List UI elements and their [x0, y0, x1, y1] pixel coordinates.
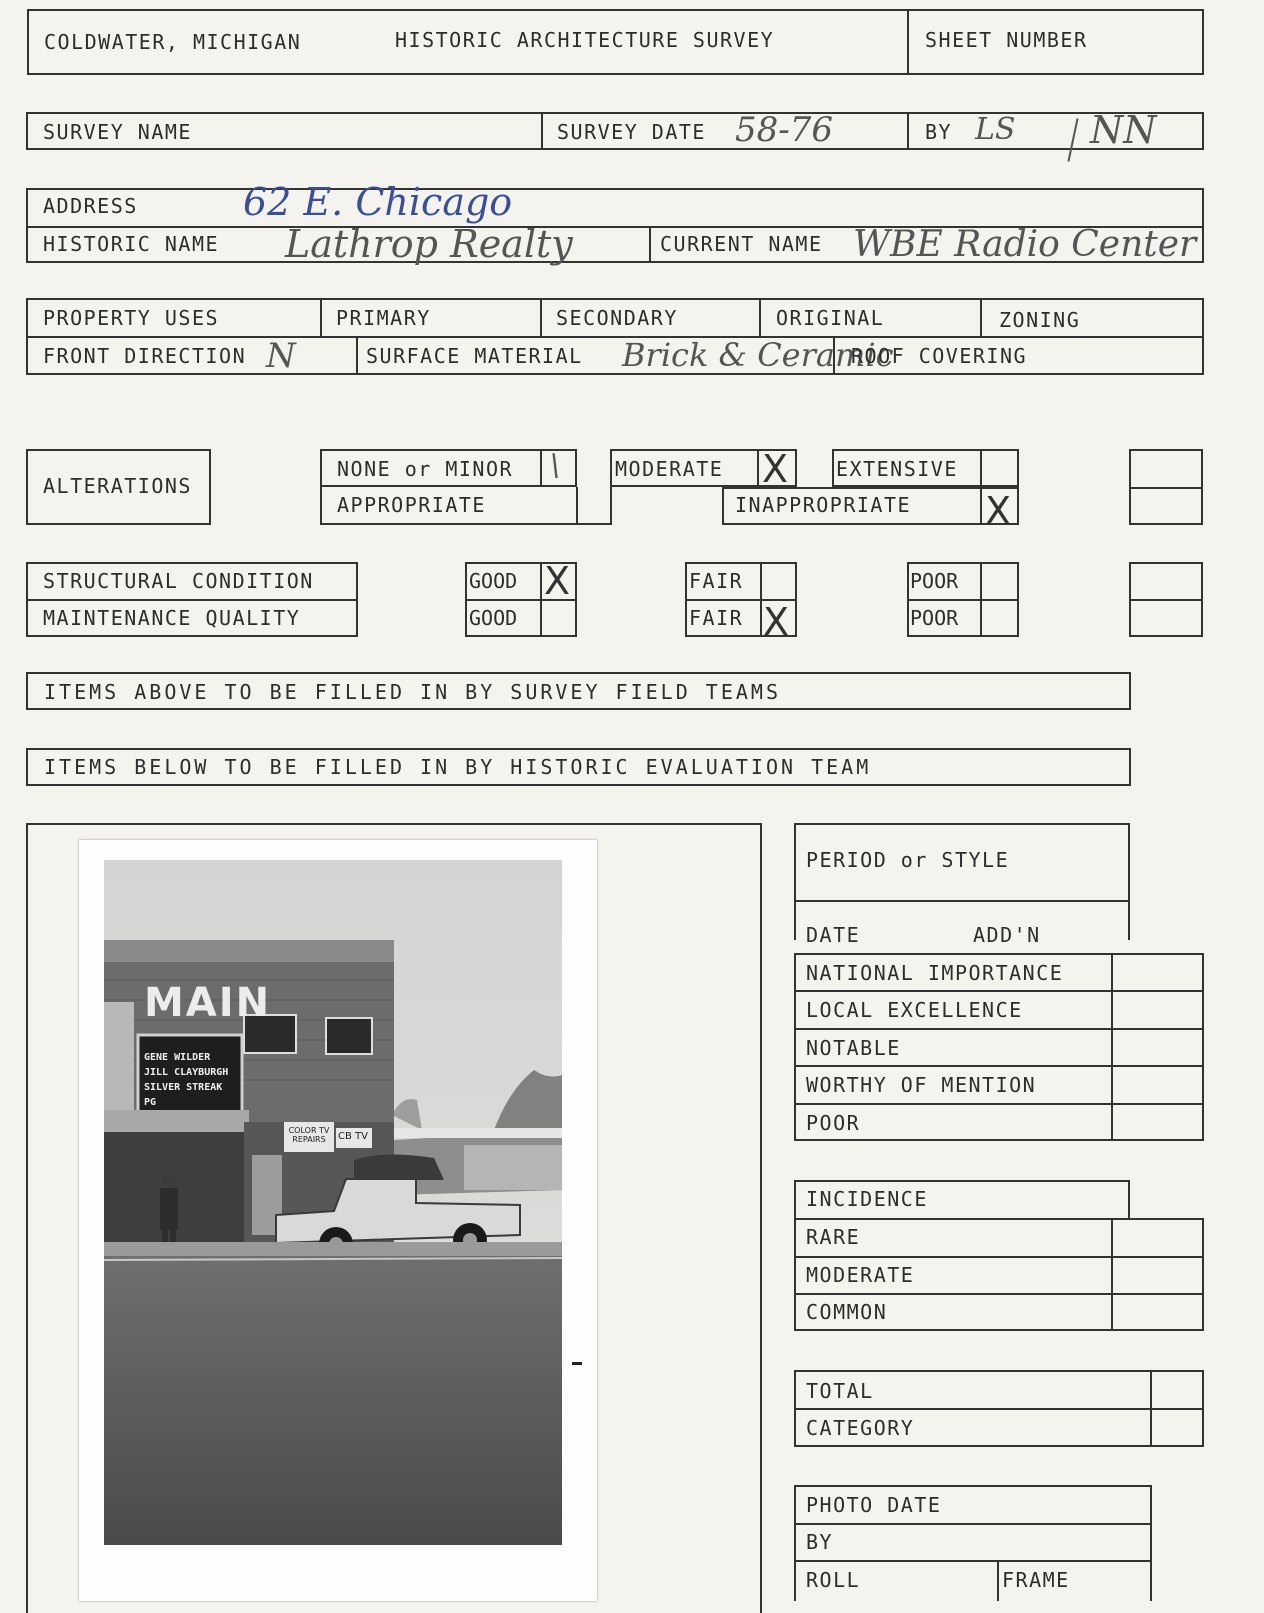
appropriate-label: APPROPRIATE [337, 493, 486, 517]
period-style-label: PERIOD or STYLE [806, 848, 1010, 872]
structural-fair-label: FAIR [689, 569, 744, 593]
importance-row-4: WORTHY OF MENTION [806, 1073, 1037, 1097]
poor-check-div [980, 562, 982, 637]
incidence-row-3: COMMON [806, 1300, 888, 1324]
historic-name-value: Lathrop Realty [285, 222, 573, 266]
good-check-div [540, 562, 542, 637]
primary-label: PRIMARY [336, 306, 431, 330]
imp-line-4 [794, 1103, 1204, 1105]
imp-line-3 [794, 1065, 1204, 1067]
maintenance-good-label: GOOD [469, 606, 518, 630]
sheet-number-label: SHEET NUMBER [925, 28, 1088, 52]
fair-check-div [760, 562, 762, 637]
surface-material-value: Brick & Ceramic [622, 336, 894, 374]
importance-row-3: NOTABLE [806, 1036, 901, 1060]
alterations-label: ALTERATIONS [43, 474, 192, 498]
maintenance-poor-label: POOR [910, 606, 959, 630]
survey-date-label: SURVEY DATE [557, 120, 706, 144]
maintenance-fair-label: FAIR [689, 606, 744, 630]
photo-by-label: BY [806, 1530, 834, 1554]
photo-info-line-2 [794, 1560, 1152, 1562]
none-minor-label: NONE or MINOR [337, 457, 514, 481]
total-line [794, 1408, 1204, 1410]
incidence-score-div [1111, 1218, 1113, 1331]
shop-sign-1: COLOR TV REPAIRS [288, 1126, 330, 1144]
current-name-label: CURRENT NAME [660, 232, 823, 256]
structural-condition-label: STRUCTURAL CONDITION [43, 569, 314, 593]
uses-div-4 [980, 298, 982, 336]
alterations-score-line [1129, 487, 1203, 489]
photo-date-label: PHOTO DATE [806, 1493, 942, 1517]
survey-by-value: LS [975, 112, 1016, 147]
photo-info-line-1 [794, 1523, 1152, 1525]
frame-label: FRAME [1002, 1568, 1070, 1592]
importance-row-1: NATIONAL IMPORTANCE [806, 961, 1064, 985]
incidence-label: INCIDENCE [806, 1187, 928, 1211]
imp-line-2 [794, 1028, 1204, 1030]
roof-covering-label: ROOF COVERING [851, 344, 1028, 368]
uses-div-1 [320, 298, 322, 336]
marquee-line-1: GENE WILDER [144, 1052, 211, 1063]
date-label: DATE [806, 923, 861, 947]
extensive-check-div [980, 449, 982, 487]
inc-line-2 [794, 1293, 1204, 1295]
survey-divider-2 [907, 112, 909, 150]
secondary-label: SECONDARY [556, 306, 678, 330]
condition-score-line [1129, 599, 1203, 601]
appropriate-check-div [576, 487, 578, 525]
original-label: ORIGINAL [776, 306, 885, 330]
incidence-row-2: MODERATE [806, 1263, 915, 1287]
structural-good-mark: X [544, 559, 571, 603]
uses-div-3 [759, 298, 761, 336]
moderate-label: MODERATE [615, 457, 724, 481]
condition-label-line [26, 599, 358, 601]
zoning-label: ZONING [999, 308, 1081, 332]
total-score-div [1150, 1370, 1152, 1447]
marquee-line-3: SILVER STREAK PG [144, 1082, 223, 1108]
structural-poor-label: POOR [910, 569, 959, 593]
front-direction-label: FRONT DIRECTION [43, 344, 247, 368]
moderate-check-div [757, 449, 759, 487]
roll-label: ROLL [806, 1568, 861, 1592]
address-label: ADDRESS [43, 194, 138, 218]
survey-divider-1 [541, 112, 543, 150]
importance-row-5: POOR [806, 1111, 861, 1135]
maintenance-quality-label: MAINTENANCE QUALITY [43, 606, 301, 630]
survey-date-value: 58-76 [735, 110, 834, 150]
moderate-mark: X [762, 447, 789, 491]
shop-sign-2: CB TV [338, 1131, 368, 1142]
marquee-line-2: JILL CLAYBURGH [144, 1067, 229, 1078]
inappropriate-top [722, 487, 1019, 489]
uses-row-line [26, 336, 1204, 338]
evaluation-note: ITEMS BELOW TO BE FILLED IN BY HISTORIC EVALUATION TEAM [44, 755, 872, 779]
marquee-board [144, 1050, 240, 1110]
addn-label: ADD'N [973, 923, 1041, 947]
building-photo [104, 860, 562, 1545]
total-label: TOTAL [806, 1379, 874, 1403]
maintenance-fair-mark: X [763, 600, 790, 644]
incidence-row-1: RARE [806, 1225, 861, 1249]
current-name-value: WBE Radio Center [853, 224, 1197, 265]
property-uses-label: PROPERTY USES [43, 306, 220, 330]
front-direction-value: N [266, 336, 296, 376]
historic-divider [649, 226, 651, 263]
imp-line-1 [794, 990, 1204, 992]
category-label: CATEGORY [806, 1416, 915, 1440]
uses-div-5 [356, 336, 358, 375]
survey-name-label: SURVEY NAME [43, 120, 192, 144]
marquee-sign: MAIN [144, 980, 272, 1026]
extensive-label: EXTENSIVE [836, 457, 958, 481]
inc-line-1 [794, 1256, 1204, 1258]
address-value: 62 E. Chicago [243, 180, 513, 224]
uses-div-2 [540, 298, 542, 336]
inappropriate-mark: X [985, 489, 1012, 533]
roll-frame-div [997, 1560, 999, 1601]
header-divider [907, 9, 909, 75]
surface-material-label: SURFACE MATERIAL [366, 344, 583, 368]
header-title: HISTORIC ARCHITECTURE SURVEY [395, 28, 775, 52]
survey-by-label: BY [925, 120, 953, 144]
photo-scene [104, 860, 562, 1545]
poor-line [907, 599, 1019, 601]
inappropriate-check-div [980, 487, 982, 525]
inappropriate-label: INAPPROPRIATE [735, 493, 912, 517]
structural-good-label: GOOD [469, 569, 518, 593]
survey-by-value-2: NN [1090, 108, 1157, 152]
historic-name-label: HISTORIC NAME [43, 232, 220, 256]
none-minor-check-div [540, 449, 542, 487]
field-teams-note: ITEMS ABOVE TO BE FILLED IN BY SURVEY FIELD TEAMS [44, 680, 782, 704]
importance-score-div [1111, 953, 1113, 1141]
header-city: COLDWATER, MICHIGAN [44, 30, 302, 54]
photo-mark [572, 1362, 582, 1365]
importance-row-2: LOCAL EXCELLENCE [806, 998, 1023, 1022]
none-minor-mark: \ [550, 448, 561, 483]
